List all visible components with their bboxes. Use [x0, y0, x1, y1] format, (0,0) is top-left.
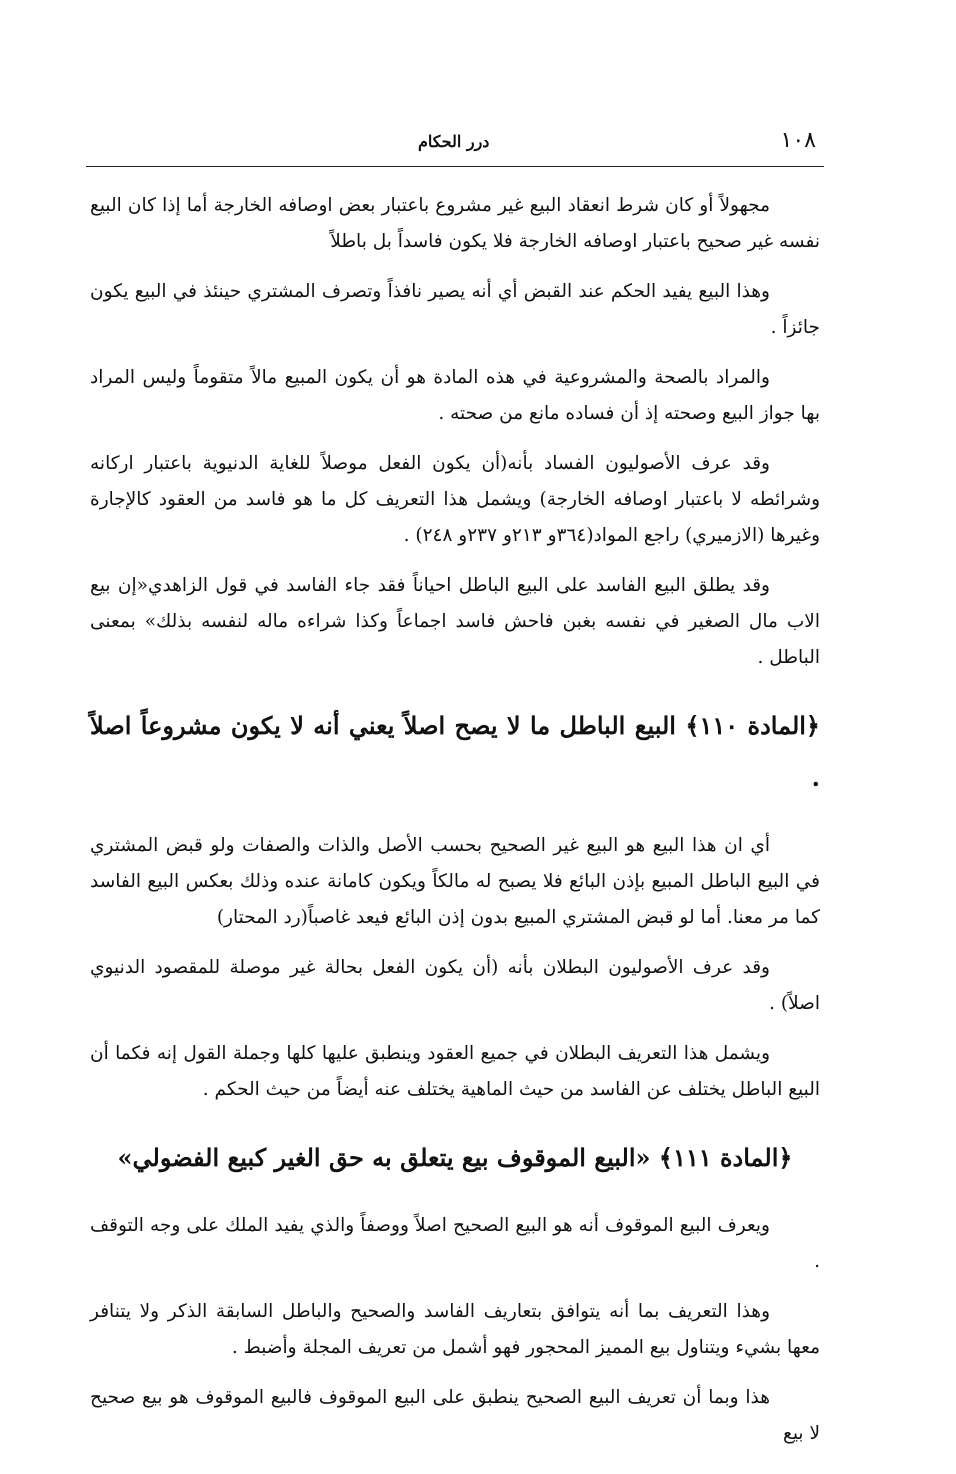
- body-text: [90, 188, 820, 1466]
- paragraph: والمراد بالصحة والمشروعية في هذه المادة هو أن يكون المبيع مالاً متقوماً وليس المراد بها جواز البيع وصحته إذ أن فساده مانع من صحته .: [90, 367, 820, 424]
- paragraph: وقد عرف الأصوليون الفساد بأنه(أن يكون الفعل موصلاً للغاية الدنيوية باعتبار اركانه وشرائطه لا باعتبار اوصافه الخارجة) ويشمل هذا التعريف كل ما هو فاسد من العقود كالإجارة وغيرها (الازميري) راجع المواد(٣٦٤و ٢١٣و ٢٣٧و ٢٤٨) .: [90, 453, 820, 546]
- paragraph: هذا وبما أن تعريف البيع الصحيح ينطبق على البيع الموقوف فالبيع الموقوف هو بيع صحيح لا بيع: [90, 1387, 820, 1444]
- article-111-text: «البيع الموقوف بيع يتعلق به حق الغير كبيع الفضولي»: [117, 1143, 651, 1172]
- paragraph: وقد عرف الأصوليون البطلان بأنه (أن يكون الفعل بحالة غير موصلة للمقصود الدنيوي اصلاً) .: [90, 957, 820, 1014]
- article-110-marker: ﴿المادة ١١٠﴾: [685, 711, 820, 740]
- article-111-heading: [90, 1132, 820, 1184]
- article-110-text: البيع الباطل ما لا يصح اصلاً يعني أنه لا يكون مشروعاً اصلاً .: [90, 711, 820, 792]
- paragraph: ويشمل هذا التعريف البطلان في جميع العقود وينطبق عليها كلها وجملة القول إنه فكما أن البيع الباطل يختلف عن الفاسد من حيث الماهية يختلف عنه أيضاً من حيث الحكم .: [90, 1043, 820, 1100]
- page-header: [86, 128, 820, 162]
- paragraph: مجهولاً أو كان شرط انعقاد البيع غير مشروع باعتبار بعض اوصافه الخارجة أما إذا كان البيع نفسه غير صحيح باعتبار اوصافه الخارجة فلا يكون فاسداً بل باطلاً: [90, 195, 820, 252]
- article-111-marker: ﴿المادة ١١١﴾: [658, 1143, 793, 1172]
- paragraph: ويعرف البيع الموقوف أنه هو البيع الصحيح اصلاً ووصفاً والذي يفيد الملك على وجه التوقف .: [90, 1215, 820, 1272]
- running-title: درر الحكام: [418, 132, 490, 151]
- header-rule: [86, 166, 824, 167]
- article-110-heading: [90, 700, 820, 804]
- paragraph: أي ان هذا البيع هو البيع غير الصحيح بحسب الأصل والذات والصفات ولو قبض المشتري في البيع الباطل المبيع بإذن البائع فلا يصبح له مالكاً ويكون كامانة عنده وذلك بعكس البيع الفاسد كما مر معنا. أما لو قبض المشتري المبيع بدون إذن البائع فيعد غاصباً(رد المحتار): [90, 835, 820, 928]
- paragraph: وهذا التعريف بما أنه يتوافق بتعاريف الفاسد والصحيح والباطل السابقة الذكر ولا يتنافر معها بشيء ويتناول بيع المميز المحجور فهو أشمل من تعريف المجلة وأضبط .: [90, 1301, 820, 1358]
- page-number: ١٠٨: [780, 128, 816, 153]
- paragraph: وهذا البيع يفيد الحكم عند القبض أي أنه يصير نافذاً وتصرف المشتري حينئذ في البيع يكون جائزاً .: [90, 281, 820, 338]
- paragraph: وقد يطلق البيع الفاسد على البيع الباطل احياناً فقد جاء الفاسد في قول الزاهدي«إن بيع الاب مال الصغير في نفسه بغبن فاحش فاسد اجماعاً وكذا شراءه ماله لنفسه بذلك» بمعنى الباطل .: [90, 575, 820, 668]
